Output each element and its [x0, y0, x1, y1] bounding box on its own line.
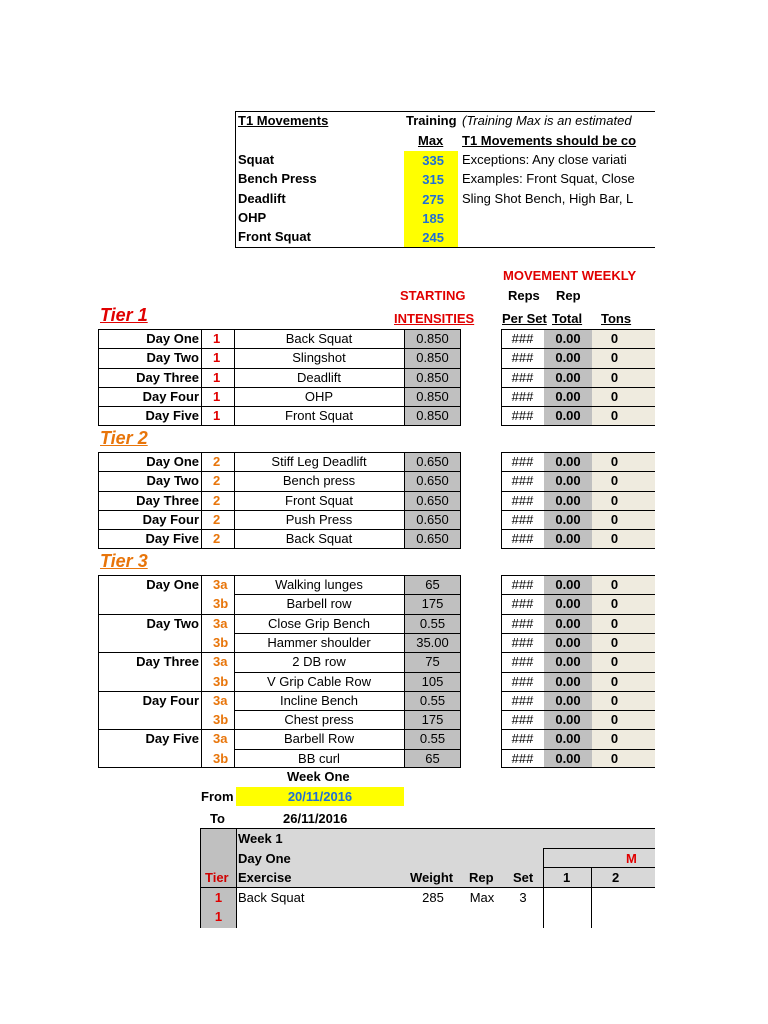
t1-max-value: 315 [422, 172, 444, 188]
tier2-div-a [201, 452, 202, 549]
from-label: From [201, 789, 234, 804]
reps-header: Reps [508, 288, 540, 303]
t1-note: Exceptions: Any close variati [462, 152, 627, 167]
reps-per-set: ### [511, 331, 534, 346]
rep-total: 0.00 [555, 492, 581, 508]
t1-movement-name: Bench Press [238, 171, 317, 187]
log-col2-header: 2 [612, 870, 620, 885]
intensity-value[interactable]: 65 [425, 750, 440, 766]
exercise-name[interactable]: Back Squat [285, 331, 353, 346]
rep-total: 0.00 [555, 511, 581, 527]
tons-value: 0 [610, 750, 619, 766]
tier-number: 3a [213, 731, 228, 747]
tons-value: 0 [610, 511, 619, 527]
t1-max-value: 335 [422, 153, 444, 168]
max-header: Max [418, 133, 444, 148]
log-tier: 1 [214, 890, 223, 905]
log-week: Week 1 [238, 831, 283, 846]
log-weight[interactable] [410, 907, 456, 926]
tons-value: 0 [610, 577, 619, 592]
intensity-value[interactable]: 0.850 [416, 388, 449, 404]
tons-value: 0 [610, 388, 619, 404]
day-label: Day Three [136, 492, 199, 508]
tier-number: 2 [213, 492, 221, 508]
exercise-name[interactable]: Bench press [282, 473, 356, 489]
rep-total: 0.00 [555, 388, 581, 404]
tier-number: 1 [213, 388, 221, 404]
log-set-header-rule [543, 867, 655, 868]
t1-movement-name: Deadlift [238, 190, 286, 206]
total-header: Total [552, 311, 583, 326]
rep-total: 0.00 [555, 596, 581, 612]
exercise-name[interactable]: Incline Bench [279, 692, 359, 708]
rep-total: 0.00 [555, 615, 581, 631]
rep-header: Rep [556, 288, 581, 303]
tier-number: 2 [213, 531, 221, 547]
exercise-name[interactable]: Close Grip Bench [268, 615, 370, 631]
log-weight[interactable]: 285 [422, 890, 444, 905]
intensity-value[interactable]: 0.650 [416, 454, 449, 469]
reps-per-set: ### [511, 473, 534, 489]
intensity-value[interactable]: 35.00 [416, 634, 449, 650]
rep-total: 0.00 [555, 454, 581, 469]
reps-per-set: ### [511, 750, 534, 766]
tons-value: 0 [610, 596, 619, 612]
log-day: Day One [238, 851, 291, 866]
tier-number: 3a [213, 692, 228, 708]
rep-total: 0.00 [555, 577, 581, 592]
day-label: Day Two [146, 473, 199, 489]
reps-per-set: ### [511, 511, 534, 527]
log-rep[interactable] [462, 907, 502, 926]
t1-note-header: T1 Movements should be co [462, 133, 637, 148]
day-label: Day Four [142, 692, 199, 708]
reps-per-set: ### [511, 408, 534, 424]
starting-header: STARTING [400, 288, 466, 303]
intensity-value[interactable]: 0.650 [416, 492, 449, 508]
tier-number: 2 [213, 473, 221, 489]
tons-value: 0 [610, 615, 619, 631]
tons-header: Tons [601, 311, 632, 326]
rep-total: 0.00 [555, 750, 581, 766]
intensity-value[interactable]: 0.650 [416, 511, 449, 527]
tier-number: 3a [213, 577, 228, 592]
rep-total: 0.00 [555, 712, 581, 728]
exercise-name[interactable]: Walking lunges [275, 577, 363, 592]
tier1-div-a [201, 329, 202, 426]
day-label: Day Five [145, 408, 199, 424]
exercise-name[interactable]: Hammer shoulder [267, 634, 371, 650]
tons-value: 0 [610, 408, 619, 424]
intensity-value[interactable]: 0.650 [416, 531, 449, 547]
tier2-label: Tier 2 [100, 428, 148, 448]
rep-total: 0.00 [555, 634, 581, 650]
intensity-value[interactable]: 175 [421, 712, 444, 728]
rep-total: 0.00 [555, 531, 581, 547]
tier1-label: Tier 1 [100, 305, 148, 325]
rep-total: 0.00 [555, 350, 581, 366]
week-title: Week One [287, 769, 350, 784]
tons-value: 0 [610, 531, 619, 547]
intensity-value[interactable]: 0.850 [416, 408, 449, 424]
day-label: Day Four [142, 511, 199, 527]
tons-value: 0 [610, 369, 619, 385]
t1-movement-name: OHP [238, 209, 267, 225]
exercise-name[interactable]: Barbell row [286, 596, 352, 612]
rep-total: 0.00 [555, 473, 581, 489]
day-label: Day Two [146, 350, 199, 366]
rep-total: 0.00 [555, 654, 581, 670]
exercise-name[interactable]: Chest press [284, 712, 354, 728]
log-divider [236, 829, 237, 928]
tons-value: 0 [610, 731, 619, 747]
tier-number: 3a [213, 615, 228, 631]
tier3-label: Tier 3 [100, 551, 148, 571]
tons-value: 0 [610, 654, 619, 670]
tons-value: 0 [610, 473, 619, 489]
reps-per-set: ### [511, 654, 534, 670]
t1-max-cell[interactable] [404, 209, 458, 228]
day-label: Day One [146, 331, 199, 346]
tier-number: 2 [213, 511, 221, 527]
training-max-note: (Training Max is an estimated [462, 113, 632, 128]
exercise-name[interactable]: 2 DB row [292, 654, 346, 670]
exercise-name[interactable]: Slingshot [292, 350, 346, 366]
from-date: 20/11/2016 [287, 789, 353, 804]
log-weight-header: Weight [410, 870, 454, 885]
tier-number: 2 [213, 454, 221, 469]
log-rep[interactable]: Max [469, 890, 495, 905]
exercise-name[interactable]: BB curl [298, 750, 340, 766]
log-tier: 1 [214, 909, 223, 925]
reps-per-set: ### [511, 577, 534, 592]
tier-number: 1 [213, 369, 221, 385]
rep-total: 0.00 [555, 369, 581, 385]
day-label: Day One [146, 577, 199, 592]
t1-max-cell[interactable] [404, 151, 458, 170]
intensities-header: INTENSITIES [394, 311, 475, 326]
reps-per-set: ### [511, 369, 534, 385]
t1-max-value: 245 [422, 230, 444, 246]
intensity-value[interactable]: 65 [425, 577, 440, 592]
reps-per-set: ### [511, 615, 534, 631]
intensity-value[interactable]: 0.55 [419, 692, 446, 708]
intensity-value[interactable]: 105 [421, 673, 444, 689]
intensity-value[interactable]: 0.850 [416, 369, 449, 385]
t1-max-cell[interactable] [404, 228, 458, 247]
day-label: Day Three [136, 654, 199, 670]
day-label: Day Two [146, 615, 199, 631]
tons-value: 0 [610, 634, 619, 650]
t1-movement-name: Squat [238, 152, 275, 167]
per-set-header: Per Set [502, 311, 547, 326]
day-label: Day Five [145, 731, 199, 747]
tier3-div-a [201, 575, 202, 768]
tier-number: 3b [213, 750, 229, 766]
log-exercise-header: Exercise [238, 870, 292, 885]
t1-movement-name: Front Squat [238, 229, 311, 245]
rep-total: 0.00 [555, 692, 581, 708]
log-col1-header: 1 [563, 870, 571, 885]
tier-number: 3b [213, 596, 229, 612]
reps-per-set: ### [511, 454, 534, 469]
log-col-divider-0 [543, 887, 544, 928]
rep-total: 0.00 [555, 731, 581, 747]
reps-per-set: ### [511, 350, 534, 366]
from-date-field[interactable] [236, 787, 404, 806]
tier-number: 1 [213, 408, 221, 424]
t1-max-cell[interactable] [404, 190, 458, 209]
log-set[interactable]: 3 [519, 890, 527, 905]
log-set-header: Set [513, 870, 534, 885]
exercise-name[interactable]: V Grip Cable Row [266, 673, 372, 689]
t1-max-value: 275 [422, 191, 444, 207]
reps-per-set: ### [511, 692, 534, 708]
to-date: 26/11/2016 [283, 811, 348, 826]
log-tier-header: Tier [205, 870, 229, 885]
t1-note: Examples: Front Squat, Close [462, 171, 635, 187]
tier-number: 3b [213, 634, 229, 650]
reps-per-set: ### [511, 596, 534, 612]
log-col-divider-1 [591, 867, 592, 928]
intensity-value[interactable]: 75 [425, 654, 440, 670]
log-exercise[interactable]: Back Squat [238, 890, 305, 905]
day-label: Day Five [145, 531, 199, 547]
log-set[interactable] [508, 907, 538, 926]
tier-number: 3b [213, 712, 229, 728]
intensity-value[interactable]: 0.55 [419, 615, 446, 631]
tons-value: 0 [610, 331, 619, 346]
tons-value: 0 [610, 492, 619, 508]
tons-value: 0 [610, 454, 619, 469]
rep-total: 0.00 [555, 331, 581, 346]
exercise-name[interactable]: Back Squat [285, 531, 353, 547]
intensity-value[interactable]: 175 [421, 596, 444, 612]
to-label: To [210, 811, 225, 826]
tier-number: 3b [213, 673, 229, 689]
exercise-name[interactable]: Barbell Row [283, 731, 355, 747]
t1-note: Sling Shot Bench, High Bar, L [462, 190, 634, 206]
intensity-value[interactable]: 0.55 [419, 731, 446, 747]
reps-per-set: ### [511, 388, 534, 404]
intensity-value[interactable]: 0.650 [416, 473, 449, 489]
log-rep-header: Rep [469, 870, 494, 885]
tons-value: 0 [610, 673, 619, 689]
tons-value: 0 [610, 712, 619, 728]
t1-movements-header: T1 Movements [238, 113, 329, 128]
movement-weekly-header: MOVEMENT WEEKLY [503, 268, 637, 283]
t1-max-cell[interactable] [404, 170, 458, 189]
reps-per-set: ### [511, 673, 534, 689]
log-m-header: M [626, 851, 637, 866]
day-label: Day One [146, 454, 199, 469]
reps-per-set: ### [511, 492, 534, 508]
reps-per-set: ### [511, 531, 534, 547]
tier-number: 1 [213, 350, 221, 366]
exercise-name[interactable]: Push Press [285, 511, 353, 527]
exercise-name[interactable]: Deadlift [296, 369, 342, 385]
rep-total: 0.00 [555, 673, 581, 689]
reps-per-set: ### [511, 731, 534, 747]
intensity-value[interactable]: 0.850 [416, 350, 449, 366]
day-label: Day Four [142, 388, 199, 404]
exercise-name[interactable]: Front Squat [285, 492, 353, 508]
tier-number: 3a [213, 654, 228, 670]
rep-total: 0.00 [555, 408, 581, 424]
reps-per-set: ### [511, 634, 534, 650]
reps-per-set: ### [511, 712, 534, 728]
exercise-name[interactable]: Front Squat [285, 408, 353, 424]
day-label: Day Three [136, 369, 199, 385]
tons-value: 0 [610, 692, 619, 708]
tier-number: 1 [213, 331, 221, 346]
exercise-name[interactable]: Stiff Leg Deadlift [271, 454, 367, 469]
tons-value: 0 [610, 350, 619, 366]
exercise-name[interactable]: OHP [304, 388, 334, 404]
t1-max-value: 185 [422, 210, 444, 226]
intensity-value[interactable]: 0.850 [416, 331, 449, 346]
training-header: Training [406, 113, 457, 128]
